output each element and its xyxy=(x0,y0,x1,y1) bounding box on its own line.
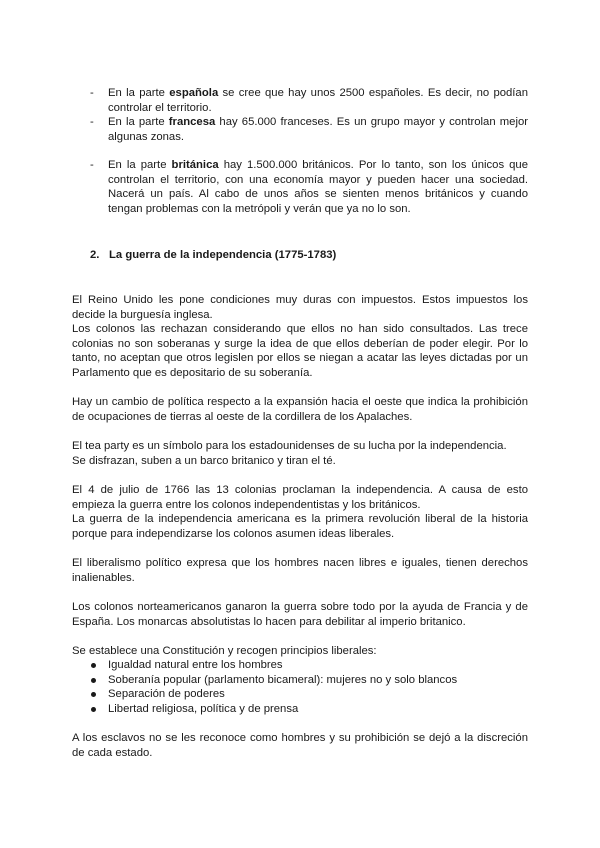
item-text-bold: británica xyxy=(171,159,219,171)
colonies-list-british xyxy=(90,158,528,216)
paragraph: Hay un cambio de política respecto a la expansión hacia el oeste que indica la prohibición de ocupaciones de tierras al oeste de la cordillera de los Apalaches. xyxy=(72,396,528,423)
list-item-text: Libertad religiosa, política y de prensa xyxy=(108,702,299,715)
paragraph: A los esclavos no se les reconoce como hombres y su prohibición se dejó a la discreción de cada estado. xyxy=(72,732,528,759)
paragraph: El Reino Unido les pone condiciones muy duras con impuestos. Estos impuestos los decide la burguesía inglesa. xyxy=(72,294,528,321)
paragraph-block-4 xyxy=(72,483,528,541)
list-item xyxy=(90,673,520,688)
paragraph: El 4 de julio de 1766 las 13 colonias proclaman la independencia. A causa de esto empieza la guerra entre los colonos independentistas y los británicos. xyxy=(72,484,528,511)
list-item xyxy=(90,687,520,702)
item-text-pre: En la parte xyxy=(108,116,169,129)
list-item xyxy=(90,702,520,717)
item-text-post: hay 1.500.000 británicos. Por lo tanto, son los únicos que controlan el territorio, con una economía mayor y pueden hacer una sociedad. Nacerá un país. Al cabo de unos años se sienten menos británicos y cuando tengan problemas con la metrópoli y verán que ya no lo son. xyxy=(108,159,528,215)
paragraph: Los colonos norteamericanos ganaron la guerra sobre todo por la ayuda de Francia y de España. Los monarcas absolutistas lo hacen para debilitar al imperio britanico. xyxy=(72,601,528,628)
list-item-french xyxy=(90,115,528,144)
list-item-british xyxy=(90,158,528,216)
item-text-bold: francesa xyxy=(168,116,216,129)
dash-marker: - xyxy=(90,159,94,171)
list-item xyxy=(90,658,520,673)
paragraph: Se disfrazan, suben a un barco britanico y tiran el té. xyxy=(72,454,336,467)
dash-marker: - xyxy=(90,116,94,129)
bullet-icon xyxy=(91,678,96,683)
paragraph: Se establece una Constitución y recogen principios liberales: xyxy=(72,645,377,657)
paragraph-block-5 xyxy=(72,556,528,585)
principles-list xyxy=(90,658,520,716)
paragraph: Los colonos las rechazan considerando que ellos no han sido consultados. Las trece colonias no son soberanas y surge la idea de que ellos deberían de poder elegir. Por lo tanto, no aceptan que otros legislen por ellos se niegan a acatar las leyes dictadas por un Parlamento que es depositario de su soberanía. xyxy=(72,323,528,379)
dash-marker: - xyxy=(90,87,94,99)
paragraph-block-2 xyxy=(72,395,528,424)
section-number: 2. xyxy=(90,249,100,261)
bullet-icon xyxy=(91,692,96,697)
bullet-icon xyxy=(91,707,96,712)
item-text-pre: En la parte xyxy=(108,87,170,99)
paragraph: El tea party es un símbolo para los estadounidenses de su lucha por la independencia. xyxy=(72,440,507,452)
paragraph: La guerra de la independencia americana es la primera revolución liberal de la historia porque para independizarse los colonos asumen ideas liberales. xyxy=(72,513,528,540)
section-heading xyxy=(90,248,336,263)
colonies-list xyxy=(90,86,528,144)
paragraph-block-6 xyxy=(72,600,528,629)
item-text-post: se cree que hay unos 2500 españoles. Es decir, no podían controlar el territorio. xyxy=(108,87,528,114)
list-item-text: Igualdad natural entre los hombres xyxy=(108,659,283,671)
section-title: La guerra de la independencia (1775-1783) xyxy=(109,249,337,261)
item-text-post: hay 65.000 franceses. Es un grupo mayor y controlan mejor algunas zonas. xyxy=(108,116,528,143)
item-text-pre: En la parte xyxy=(108,159,172,171)
list-item-spanish xyxy=(90,86,528,115)
paragraph-block-3 xyxy=(72,439,528,468)
paragraph-block-8 xyxy=(72,731,528,760)
list-item-text: Soberanía popular (parlamento bicameral): mujeres no y solo blancos xyxy=(108,673,458,686)
paragraph-block-1 xyxy=(72,293,528,381)
paragraph-block-7 xyxy=(72,644,528,659)
list-item-text: Separación de poderes xyxy=(108,688,225,701)
paragraph: El liberalismo político expresa que los hombres nacen libres e iguales, tienen derechos inalienables. xyxy=(72,557,528,584)
item-text-bold: española xyxy=(169,87,219,99)
bullet-icon xyxy=(91,663,96,668)
